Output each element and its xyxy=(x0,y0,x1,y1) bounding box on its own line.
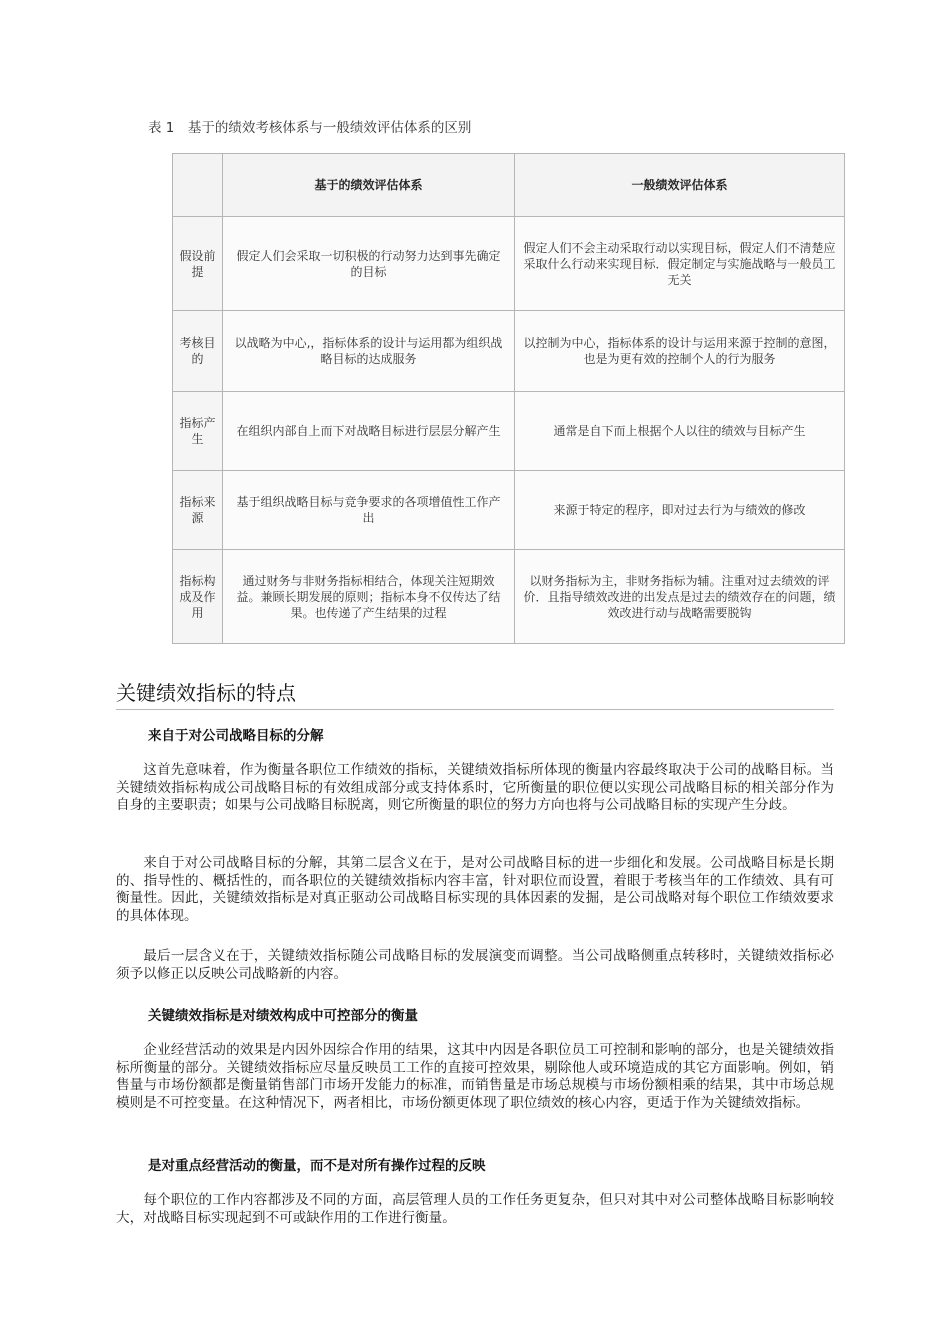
table-cell: 以控制为中心，指标体系的设计与运用来源于控制的意图，也是为更有效的控制个人的行为服务 xyxy=(515,311,845,392)
subheading-controllable-part: 关键绩效指标是对绩效构成中可控部分的衡量 xyxy=(148,1008,418,1024)
row-label: 假设前提 xyxy=(173,217,223,311)
table-cell: 来源于特定的程序，即对过去行为与绩效的修改 xyxy=(515,471,845,550)
subheading-strategy-decomposition: 来自于对公司战略目标的分解 xyxy=(148,728,324,744)
paragraph: 每个职位的工作内容都涉及不同的方面，高层管理人员的工作任务更复杂，但只对其中对公司整体战略目标影响较大，对战略目标实现起到不可或缺作用的工作进行衡量。 xyxy=(116,1192,834,1226)
table-caption: 表 1 基于的绩效考核体系与一般绩效评估体系的区别 xyxy=(148,120,472,136)
table-cell: 以战略为中心,，指标体系的设计与运用都为组织战略目标的达成服务 xyxy=(223,311,515,392)
table-row xyxy=(173,471,845,550)
table-row xyxy=(173,217,845,311)
row-label: 考核目的 xyxy=(173,311,223,392)
table-row xyxy=(173,392,845,471)
paragraph: 最后一层含义在于，关键绩效指标随公司战略目标的发展演变而调整。当公司战略侧重点转移时，关键绩效指标必须予以修正以反映公司战略新的内容。 xyxy=(116,948,834,982)
table-row xyxy=(173,550,845,644)
table-cell: 在组织内部自上而下对战略目标进行层层分解产生 xyxy=(223,392,515,471)
table-header-row xyxy=(173,154,845,217)
comparison-table xyxy=(172,153,845,644)
table-row xyxy=(173,311,845,392)
paragraph: 企业经营活动的效果是内因外因综合作用的结果，这其中内因是各职位员工可控制和影响的部分，也是关键绩效指标所衡量的部分。关键绩效指标应尽量反映员工工作的直接可控效果，剔除他人或环境造成的其它方面影响。例如，销售量与市场份额都是衡量销售部门市场开发能力的标准，而销售量是市场总规模与市场份额相乘的结果，其中市场总规模则是不可控变量。在这种情况下，两者相比，市场份额更体现了职位绩效的核心内容，更适于作为关键绩效指标。 xyxy=(116,1042,834,1111)
table-cell: 以财务指标为主，非财务指标为辅。注重对过去绩效的评价．且指导绩效改进的出发点是过去的绩效存在的问题，绩效改进行动与战略需要脱钩 xyxy=(515,550,845,644)
subheading-key-activities: 是对重点经营活动的衡量，而不是对所有操作过程的反映 xyxy=(148,1158,486,1174)
table-cell: 假定人们会采取一切积极的行动努力达到事先确定的目标 xyxy=(223,217,515,311)
table-cell: 通常是自下而上根据个人以往的绩效与目标产生 xyxy=(515,392,845,471)
row-label: 指标来源 xyxy=(173,471,223,550)
row-label: 指标产生 xyxy=(173,392,223,471)
table-cell: 假定人们不会主动采取行动以实现目标，假定人们不清楚应采取什么行动来实现目标．假定制定与实施战略与一般员工无关 xyxy=(515,217,845,311)
row-label: 指标构成及作用 xyxy=(173,550,223,644)
table-cell: 基于组织战略目标与竞争要求的各项增值性工作产出 xyxy=(223,471,515,550)
header-kpi-system: 基于的绩效评估体系 xyxy=(223,154,515,217)
section-title: 关键绩效指标的特点 xyxy=(116,677,834,710)
paragraph: 这首先意味着，作为衡量各职位工作绩效的指标，关键绩效指标所体现的衡量内容最终取决于公司的战略目标。当关键绩效指标构成公司战略目标的有效组成部分或支持体系时，它所衡量的职位便以实现公司战略目标的相关部分作为自身的主要职责；如果与公司战略目标脱离，则它所衡量的职位的努力方向也将与公司战略目标的实现产生分歧。 xyxy=(116,762,834,813)
table-cell: 通过财务与非财务指标相结合，体现关注短期效益。兼顾长期发展的原则；指标本身不仅传达了结果。也传递了产生结果的过程 xyxy=(223,550,515,644)
header-general-system: 一般绩效评估体系 xyxy=(515,154,845,217)
header-empty-cell xyxy=(173,154,223,217)
paragraph: 来自于对公司战略目标的分解，其第二层含义在于，是对公司战略目标的进一步细化和发展。公司战略目标是长期的、指导性的、概括性的，而各职位的关键绩效指标内容丰富，针对职位而设置，着眼于考核当年的工作绩效、具有可衡量性。因此，关键绩效指标是对真正驱动公司战略目标实现的具体因素的发掘，是公司战略对每个职位工作绩效要求的具体体现。 xyxy=(116,855,834,924)
